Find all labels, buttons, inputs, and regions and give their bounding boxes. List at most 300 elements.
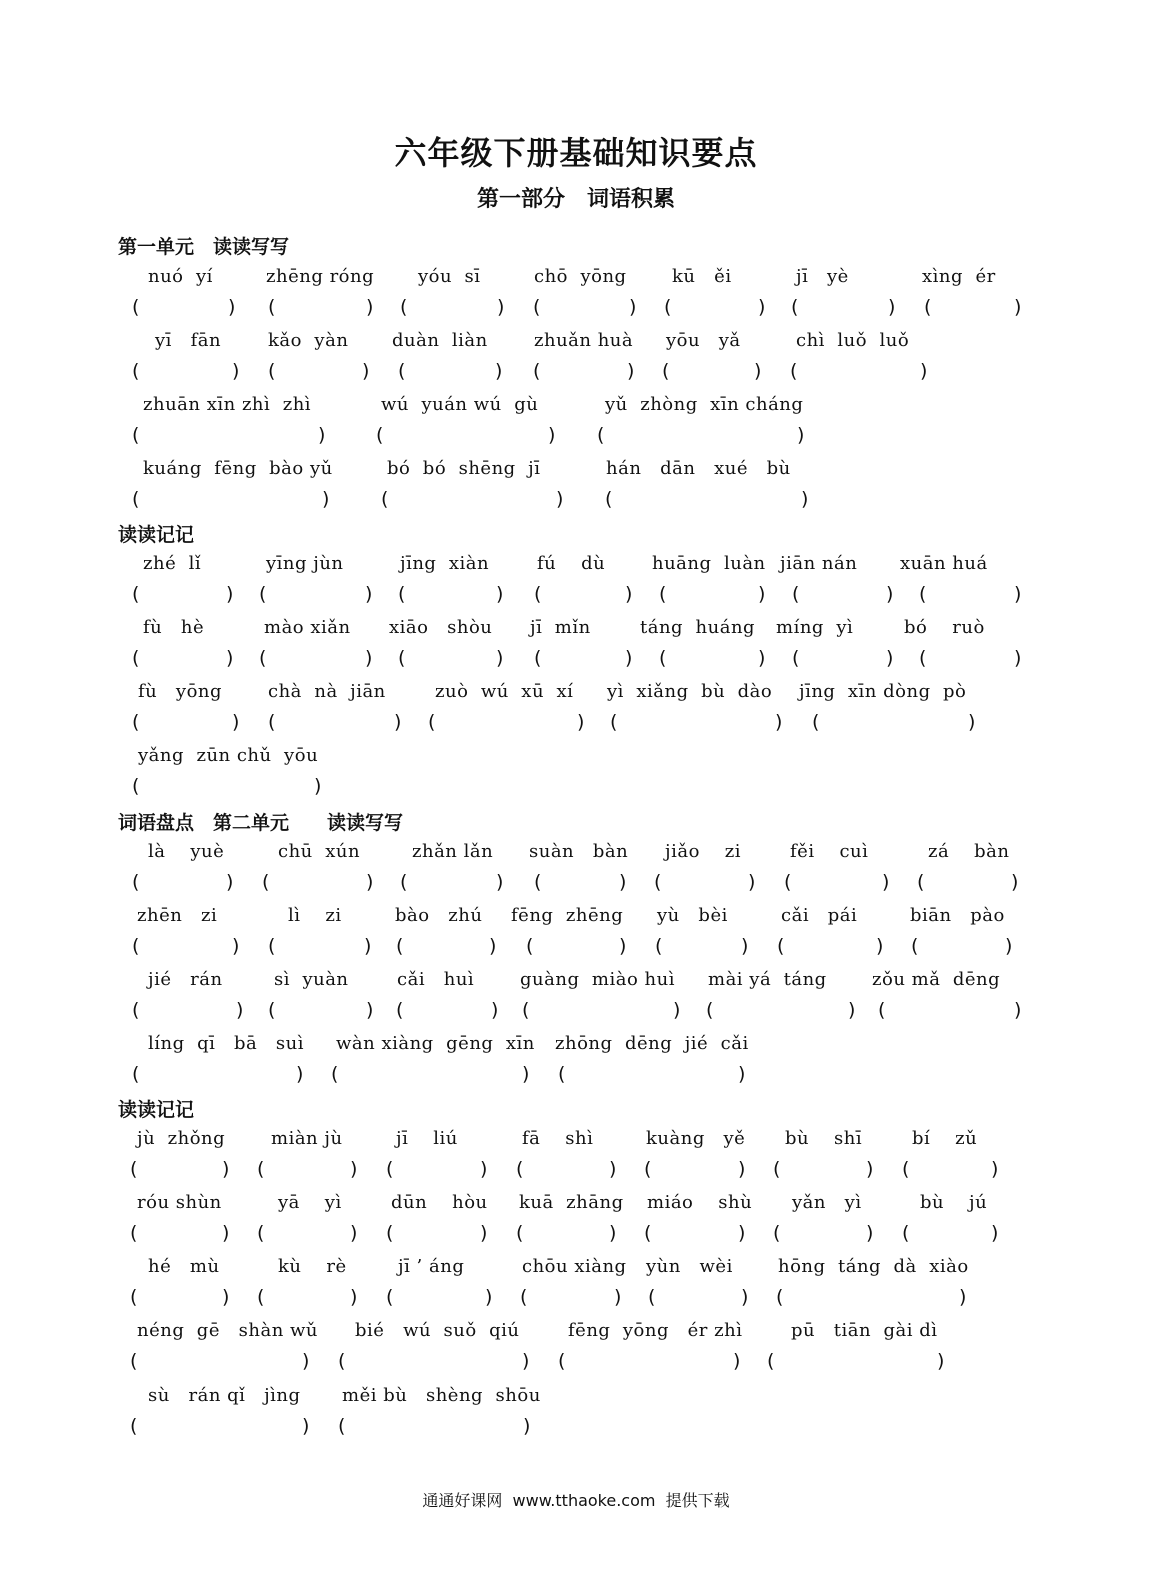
pinyin-word: kuàng yě — [646, 1128, 746, 1149]
answer-blank-open: ( — [878, 999, 886, 1021]
answer-blank-open: ( — [558, 1063, 566, 1085]
pinyin-word: chōu xiàng — [522, 1256, 627, 1277]
answer-blank-close: ) — [496, 583, 504, 605]
answer-blank-close: ) — [801, 488, 809, 510]
footer-source: 通通好课网 www.tthaoke.com 提供下载 — [422, 1491, 730, 1510]
answer-blank-close: ) — [937, 1350, 945, 1372]
answer-blank-open: ( — [644, 1222, 652, 1244]
answer-blank-open: ( — [664, 296, 672, 318]
answer-blank-open: ( — [776, 1286, 784, 1308]
pinyin-row — [0, 458, 1152, 488]
answer-blank-close: ) — [738, 1222, 746, 1244]
answer-blank-open: ( — [533, 360, 541, 382]
answer-blank-close: ) — [614, 1286, 622, 1308]
answer-blank-close: ) — [480, 1158, 488, 1180]
answer-blank-close: ) — [738, 1158, 746, 1180]
answer-blank-close: ) — [959, 1286, 967, 1308]
pinyin-word: nuó yí — [148, 266, 213, 287]
answer-blank-close: ) — [222, 1222, 230, 1244]
answer-blank-open: ( — [376, 424, 384, 446]
answer-blank-open: ( — [812, 711, 820, 733]
answer-blank-open: ( — [132, 1063, 140, 1085]
pinyin-row — [0, 394, 1152, 424]
answer-blank-close: ) — [758, 647, 766, 669]
answer-blank-close: ) — [866, 1222, 874, 1244]
answer-blank-open: ( — [130, 1158, 138, 1180]
answer-blank-close: ) — [496, 871, 504, 893]
answer-blank-open: ( — [558, 1350, 566, 1372]
answer-blank-open: ( — [130, 1286, 138, 1308]
pinyin-word: duàn liàn — [392, 330, 488, 351]
pinyin-word: zhǎn lǎn — [412, 841, 494, 862]
pinyin-word: là yuè — [148, 841, 225, 862]
pinyin-word: bó bó shēng jī — [387, 458, 541, 479]
answer-blank-open: ( — [919, 647, 927, 669]
answer-blank-open: ( — [400, 871, 408, 893]
pinyin-word: bào zhú — [395, 905, 483, 926]
answer-blank-open: ( — [644, 1158, 652, 1180]
answer-blank-close: ) — [362, 360, 370, 382]
answer-blank-open: ( — [268, 711, 276, 733]
pinyin-word: yī fān — [155, 330, 222, 351]
answer-blank-open: ( — [911, 935, 919, 957]
answer-blank-open: ( — [132, 488, 140, 510]
answer-blank-open: ( — [262, 871, 270, 893]
answer-blank-open: ( — [777, 935, 785, 957]
pinyin-word: xìng ér — [922, 266, 996, 287]
pinyin-word: jī ’ áng — [398, 1256, 465, 1277]
answer-blank-open: ( — [784, 871, 792, 893]
answer-blank-close: ) — [629, 296, 637, 318]
pinyin-word: yōu yǎ — [666, 330, 741, 351]
answer-blank-open: ( — [792, 583, 800, 605]
answer-blank-open: ( — [522, 999, 530, 1021]
pinyin-word: kū ěi — [672, 266, 732, 287]
answer-blank-close: ) — [394, 711, 402, 733]
pinyin-word: fā shì — [522, 1128, 594, 1149]
pinyin-word: kuā zhāng — [519, 1192, 624, 1213]
pinyin-word: bié wú suǒ qiú — [355, 1320, 520, 1341]
answer-blank-open: ( — [597, 424, 605, 446]
answer-blank-open: ( — [132, 647, 140, 669]
pinyin-word: sù rán qǐ jìng — [148, 1385, 301, 1406]
pinyin-word: suàn bàn — [529, 841, 629, 862]
answer-row — [0, 775, 1152, 805]
answer-blank-close: ) — [673, 999, 681, 1021]
pinyin-word: yǎn yì — [792, 1192, 862, 1213]
answer-blank-close: ) — [991, 1158, 999, 1180]
answer-blank-close: ) — [226, 583, 234, 605]
pinyin-word: lì zi — [288, 905, 342, 926]
answer-blank-close: ) — [296, 1063, 304, 1085]
answer-blank-close: ) — [886, 583, 894, 605]
answer-blank-close: ) — [1014, 999, 1022, 1021]
answer-blank-open: ( — [268, 360, 276, 382]
answer-blank-open: ( — [655, 935, 663, 957]
answer-blank-open: ( — [533, 296, 541, 318]
answer-blank-open: ( — [132, 583, 140, 605]
answer-blank-open: ( — [706, 999, 714, 1021]
answer-blank-open: ( — [610, 711, 618, 733]
pinyin-row — [0, 745, 1152, 775]
answer-blank-open: ( — [398, 647, 406, 669]
pinyin-word: hán dān xué bù — [606, 458, 791, 479]
pinyin-word: jié rán — [148, 969, 223, 990]
answer-blank-close: ) — [619, 935, 627, 957]
pinyin-word: líng qī bā suì — [148, 1033, 305, 1054]
pinyin-word: jī mǐn — [530, 617, 591, 638]
answer-blank-close: ) — [577, 711, 585, 733]
pinyin-row — [0, 841, 1152, 871]
answer-blank-open: ( — [526, 935, 534, 957]
pinyin-word: zhōng dēng jié cǎi — [555, 1033, 749, 1054]
section-heading: 词语盘点 第二单元 读读写写 — [118, 812, 404, 834]
page-title: 六年级下册基础知识要点 — [394, 134, 758, 172]
answer-blank-close: ) — [797, 424, 805, 446]
answer-blank-open: ( — [132, 711, 140, 733]
pinyin-word: míng yì — [776, 617, 854, 638]
answer-row — [0, 296, 1152, 326]
pinyin-word: fēng yōng ér zhì — [568, 1320, 743, 1341]
part-title: 第一部分 词语积累 — [476, 187, 675, 212]
answer-blank-close: ) — [758, 583, 766, 605]
answer-blank-open: ( — [386, 1286, 394, 1308]
answer-blank-open: ( — [520, 1286, 528, 1308]
answer-blank-close: ) — [882, 871, 890, 893]
answer-blank-open: ( — [902, 1158, 910, 1180]
answer-blank-close: ) — [222, 1286, 230, 1308]
pinyin-row — [0, 1385, 1152, 1415]
answer-blank-close: ) — [754, 360, 762, 382]
answer-blank-close: ) — [497, 296, 505, 318]
pinyin-word: jī liú — [396, 1128, 458, 1149]
pinyin-word: jīng xiàn — [400, 553, 490, 574]
pinyin-word: mào xiǎn — [264, 617, 351, 638]
answer-blank-open: ( — [648, 1286, 656, 1308]
pinyin-word: zǒu mǎ dēng — [872, 969, 1001, 990]
answer-blank-open: ( — [130, 1350, 138, 1372]
answer-blank-close: ) — [318, 424, 326, 446]
pinyin-word: jīng xīn dòng pò — [799, 681, 967, 702]
answer-blank-close: ) — [1014, 647, 1022, 669]
answer-row — [0, 1063, 1152, 1093]
pinyin-word: wú yuán wú gù — [381, 394, 539, 415]
answer-blank-close: ) — [522, 1063, 530, 1085]
answer-blank-open: ( — [659, 647, 667, 669]
answer-blank-close: ) — [741, 935, 749, 957]
answer-blank-open: ( — [919, 583, 927, 605]
answer-blank-open: ( — [396, 935, 404, 957]
answer-blank-close: ) — [619, 871, 627, 893]
answer-blank-close: ) — [228, 296, 236, 318]
pinyin-word: miáo shù — [647, 1192, 753, 1213]
answer-blank-close: ) — [491, 999, 499, 1021]
answer-blank-open: ( — [605, 488, 613, 510]
answer-blank-close: ) — [350, 1158, 358, 1180]
pinyin-word: zhēng róng — [266, 266, 375, 287]
answer-blank-close: ) — [236, 999, 244, 1021]
answer-blank-open: ( — [381, 488, 389, 510]
answer-blank-close: ) — [848, 999, 856, 1021]
pinyin-word: zhēn zi — [137, 905, 218, 926]
answer-blank-close: ) — [1011, 871, 1019, 893]
answer-blank-close: ) — [496, 647, 504, 669]
pinyin-word: yù bèi — [657, 905, 728, 926]
answer-blank-close: ) — [232, 711, 240, 733]
answer-blank-close: ) — [1005, 935, 1013, 957]
answer-blank-close: ) — [733, 1350, 741, 1372]
answer-row — [0, 647, 1152, 677]
pinyin-word: fēng zhēng — [511, 905, 624, 926]
answer-row — [0, 1286, 1152, 1316]
answer-blank-close: ) — [226, 647, 234, 669]
answer-blank-close: ) — [322, 488, 330, 510]
answer-blank-open: ( — [534, 583, 542, 605]
answer-blank-open: ( — [516, 1222, 524, 1244]
pinyin-word: chū xún — [278, 841, 361, 862]
answer-blank-open: ( — [773, 1158, 781, 1180]
answer-blank-open: ( — [534, 871, 542, 893]
section-heading: 读读记记 — [118, 524, 195, 546]
pinyin-word: yā yì — [278, 1192, 342, 1213]
answer-blank-close: ) — [365, 647, 373, 669]
answer-blank-close: ) — [495, 360, 503, 382]
answer-blank-close: ) — [222, 1158, 230, 1180]
answer-blank-open: ( — [534, 647, 542, 669]
answer-blank-open: ( — [268, 999, 276, 1021]
pinyin-word: miàn jù — [271, 1128, 343, 1149]
answer-blank-close: ) — [485, 1286, 493, 1308]
answer-blank-close: ) — [625, 647, 633, 669]
pinyin-word: yǎng zūn chǔ yōu — [138, 745, 319, 766]
answer-blank-open: ( — [773, 1222, 781, 1244]
pinyin-word: róu shùn — [137, 1192, 222, 1213]
pinyin-word: zuò wú xū xí — [435, 681, 574, 702]
answer-blank-open: ( — [902, 1222, 910, 1244]
pinyin-word: yǔ zhòng xīn cháng — [605, 394, 804, 415]
pinyin-row — [0, 553, 1152, 583]
pinyin-word: bù jú — [920, 1192, 988, 1213]
answer-blank-close: ) — [226, 871, 234, 893]
answer-row — [0, 424, 1152, 454]
answer-blank-close: ) — [886, 647, 894, 669]
answer-blank-open: ( — [132, 775, 140, 797]
answer-blank-close: ) — [314, 775, 322, 797]
pinyin-word: fù hè — [143, 617, 205, 638]
answer-blank-close: ) — [364, 935, 372, 957]
pinyin-word: kuáng fēng bào yǔ — [143, 458, 333, 479]
answer-blank-close: ) — [548, 424, 556, 446]
pinyin-row — [0, 905, 1152, 935]
pinyin-word: hōng táng dà xiào — [778, 1256, 969, 1277]
pinyin-word: zá bàn — [928, 841, 1010, 862]
answer-blank-open: ( — [398, 360, 406, 382]
pinyin-word: biān pào — [910, 905, 1005, 926]
answer-blank-open: ( — [791, 296, 799, 318]
answer-blank-close: ) — [365, 583, 373, 605]
answer-blank-close: ) — [302, 1350, 310, 1372]
pinyin-word: chì luǒ luǒ — [796, 330, 910, 351]
section-heading: 第一单元 读读写写 — [118, 236, 290, 258]
pinyin-word: cǎi huì — [397, 969, 475, 990]
answer-blank-close: ) — [991, 1222, 999, 1244]
answer-blank-close: ) — [968, 711, 976, 733]
answer-blank-close: ) — [350, 1222, 358, 1244]
pinyin-word: měi bù shèng shōu — [342, 1385, 541, 1406]
pinyin-word: jiǎo zi — [665, 841, 742, 862]
answer-blank-close: ) — [350, 1286, 358, 1308]
pinyin-word: jù zhǒng — [137, 1128, 226, 1149]
answer-blank-open: ( — [259, 647, 267, 669]
pinyin-word: táng huáng — [640, 617, 756, 638]
answer-blank-open: ( — [386, 1222, 394, 1244]
answer-row — [0, 711, 1152, 741]
pinyin-word: yóu sī — [418, 266, 481, 287]
answer-blank-close: ) — [480, 1222, 488, 1244]
pinyin-row — [0, 330, 1152, 360]
pinyin-word: xuān huá — [900, 553, 988, 574]
answer-blank-open: ( — [396, 999, 404, 1021]
answer-blank-open: ( — [132, 424, 140, 446]
answer-blank-open: ( — [132, 360, 140, 382]
pinyin-word: huāng luàn — [652, 553, 766, 574]
answer-blank-open: ( — [130, 1415, 138, 1437]
answer-blank-open: ( — [516, 1158, 524, 1180]
answer-blank-open: ( — [659, 583, 667, 605]
pinyin-word: xiāo shòu — [389, 617, 493, 638]
pinyin-word: yì xiǎng bù dào — [607, 681, 773, 702]
section-heading: 读读记记 — [118, 1099, 195, 1121]
pinyin-row — [0, 681, 1152, 711]
answer-blank-open: ( — [400, 296, 408, 318]
pinyin-word: yùn wèi — [646, 1256, 733, 1277]
answer-row — [0, 1350, 1152, 1380]
answer-blank-close: ) — [522, 1350, 530, 1372]
answer-blank-open: ( — [767, 1350, 775, 1372]
answer-blank-open: ( — [259, 583, 267, 605]
answer-blank-close: ) — [775, 711, 783, 733]
answer-blank-close: ) — [920, 360, 928, 382]
answer-row — [0, 999, 1152, 1029]
pinyin-row — [0, 1192, 1152, 1222]
answer-blank-close: ) — [523, 1415, 531, 1437]
answer-row — [0, 1415, 1152, 1445]
pinyin-row — [0, 1033, 1152, 1063]
answer-blank-open: ( — [338, 1415, 346, 1437]
answer-blank-open: ( — [792, 647, 800, 669]
pinyin-word: guàng miào huì — [520, 969, 675, 990]
answer-row — [0, 1222, 1152, 1252]
pinyin-word: zhé lǐ — [143, 553, 202, 574]
answer-blank-close: ) — [366, 296, 374, 318]
pinyin-word: chō yōng — [534, 266, 627, 287]
answer-blank-open: ( — [331, 1063, 339, 1085]
answer-blank-close: ) — [738, 1063, 746, 1085]
pinyin-word: sì yuàn — [274, 969, 349, 990]
pinyin-row — [0, 617, 1152, 647]
answer-blank-open: ( — [132, 871, 140, 893]
answer-row — [0, 360, 1152, 390]
answer-blank-open: ( — [268, 935, 276, 957]
pinyin-word: pū tiān gài dì — [791, 1320, 938, 1341]
answer-row — [0, 935, 1152, 965]
pinyin-word: zhuān xīn zhì zhì — [143, 394, 312, 415]
answer-blank-open: ( — [398, 583, 406, 605]
answer-blank-open: ( — [268, 296, 276, 318]
pinyin-word: mài yá táng — [708, 969, 827, 990]
answer-blank-close: ) — [876, 935, 884, 957]
answer-blank-open: ( — [257, 1286, 265, 1308]
pinyin-word: bí zǔ — [912, 1128, 978, 1149]
answer-blank-close: ) — [232, 360, 240, 382]
pinyin-word: chà nà jiān — [268, 681, 386, 702]
answer-blank-open: ( — [257, 1222, 265, 1244]
answer-blank-close: ) — [627, 360, 635, 382]
pinyin-word: bù shī — [785, 1128, 863, 1149]
answer-row — [0, 583, 1152, 613]
answer-blank-close: ) — [741, 1286, 749, 1308]
pinyin-word: bó ruò — [904, 617, 985, 638]
answer-row — [0, 871, 1152, 901]
pinyin-row — [0, 969, 1152, 999]
answer-blank-close: ) — [625, 583, 633, 605]
answer-blank-open: ( — [130, 1222, 138, 1244]
answer-blank-close: ) — [489, 935, 497, 957]
answer-blank-close: ) — [556, 488, 564, 510]
answer-blank-open: ( — [428, 711, 436, 733]
answer-blank-close: ) — [1014, 583, 1022, 605]
answer-blank-open: ( — [917, 871, 925, 893]
answer-blank-open: ( — [257, 1158, 265, 1180]
answer-blank-open: ( — [386, 1158, 394, 1180]
answer-blank-close: ) — [366, 871, 374, 893]
pinyin-word: kǎo yàn — [268, 330, 349, 351]
pinyin-word: yīng jùn — [266, 553, 344, 574]
pinyin-word: fěi cuì — [790, 841, 869, 862]
answer-blank-close: ) — [866, 1158, 874, 1180]
pinyin-word: kù rè — [278, 1256, 347, 1277]
pinyin-word: cǎi pái — [781, 905, 858, 926]
answer-blank-close: ) — [758, 296, 766, 318]
pinyin-word: dūn hòu — [391, 1192, 488, 1213]
answer-blank-close: ) — [748, 871, 756, 893]
pinyin-row — [0, 1320, 1152, 1350]
pinyin-word: jī yè — [796, 266, 849, 287]
answer-row — [0, 1158, 1152, 1188]
pinyin-word: wàn xiàng gēng xīn — [336, 1033, 535, 1054]
answer-row — [0, 488, 1152, 518]
answer-blank-close: ) — [609, 1158, 617, 1180]
answer-blank-open: ( — [924, 296, 932, 318]
answer-blank-open: ( — [790, 360, 798, 382]
pinyin-word: jiān nán — [780, 553, 858, 574]
pinyin-row — [0, 1128, 1152, 1158]
answer-blank-close: ) — [609, 1222, 617, 1244]
pinyin-row — [0, 1256, 1152, 1286]
answer-blank-close: ) — [232, 935, 240, 957]
answer-blank-open: ( — [654, 871, 662, 893]
answer-blank-open: ( — [132, 296, 140, 318]
answer-blank-open: ( — [338, 1350, 346, 1372]
answer-blank-open: ( — [132, 999, 140, 1021]
pinyin-word: fù yōng — [138, 681, 223, 702]
pinyin-word: hé mù — [148, 1256, 220, 1277]
answer-blank-open: ( — [662, 360, 670, 382]
pinyin-row — [0, 266, 1152, 296]
answer-blank-close: ) — [366, 999, 374, 1021]
answer-blank-close: ) — [302, 1415, 310, 1437]
answer-blank-close: ) — [888, 296, 896, 318]
